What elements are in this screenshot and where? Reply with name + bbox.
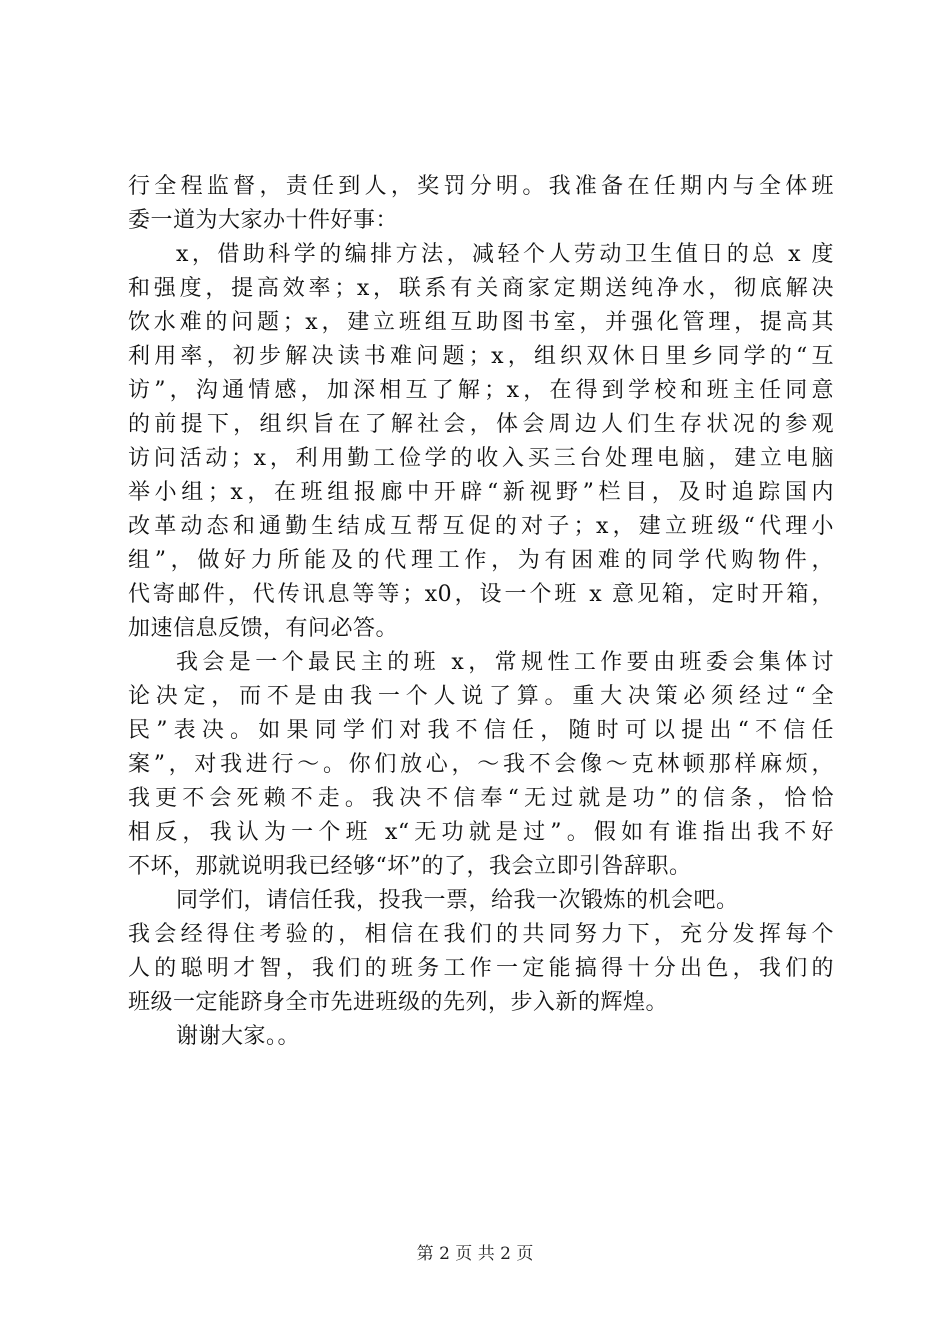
text-line: 访问活动；x，利用勤工俭学的收入买三台处理电脑，建立电脑 <box>128 446 834 471</box>
text-line: 行全程监督，责任到人，奖罚分明。我准备在任期内与全体班 <box>128 174 834 199</box>
text-line: 我会是一个最民主的班 x，常规性工作要由班委会集体讨 <box>176 650 834 675</box>
text-line: 我会经得住考验的，相信在我们的共同努力下，充分发挥每个 <box>128 922 834 947</box>
text-line: 谢谢大家。。 <box>176 1024 301 1049</box>
text-line: 同学们，请信任我，投我一票，给我一次锻炼的机会吧。 <box>176 888 739 913</box>
text-line: 的前提下，组织旨在了解社会，体会周边人们生存状况的参观 <box>128 412 834 437</box>
text-line: 委一道为大家办十件好事： <box>128 208 399 233</box>
text-line: 访”，沟通情感，加深相互了解；x，在得到学校和班主任同意 <box>128 378 835 403</box>
text-line: 我更不会死赖不走。我决不信奉“无过就是功”的信条，恰恰 <box>128 786 834 811</box>
text-line: 饮水难的问题；x，建立班组互助图书室，并强化管理，提高其 <box>128 310 834 335</box>
text-line: x，借助科学的编排方法，减轻个人劳动卫生值日的总 x 度 <box>176 242 834 267</box>
text-line: 相反，我认为一个班 x“无功就是过”。假如有谁指出我不好 <box>128 820 834 845</box>
text-line: 利用率，初步解决读书难问题；x，组织双休日里乡同学的“互 <box>128 344 834 369</box>
body-text <box>128 170 834 1054</box>
text-line: 代寄邮件，代传讯息等等；x0，设一个班 x 意见箱，定时开箱， <box>128 582 834 607</box>
text-line: 论决定，而不是由我一个人说了算。重大决策必须经过“全 <box>128 684 834 709</box>
text-line: 不坏，那就说明我已经够“坏”的了，我会立即引咎辞职。 <box>128 854 692 879</box>
text-line: 举小组；x，在班组报廊中开辟“新视野”栏目，及时追踪国内 <box>128 480 834 505</box>
text-line: 人的聪明才智，我们的班务工作一定能搞得十分出色，我们的 <box>128 956 834 981</box>
page-number: 第 2 页 共 2 页 <box>416 1244 534 1264</box>
text-line: 和强度，提高效率；x，联系有关商家定期送纯净水，彻底解决 <box>128 276 834 301</box>
text-line: 民”表决。如果同学们对我不信任，随时可以提出“不信任 <box>128 718 834 743</box>
text-line: 组”，做好力所能及的代理工作，为有困难的同学代购物件， <box>128 548 834 573</box>
text-line: 案”，对我进行～。你们放心，～我不会像～克林顿那样麻烦， <box>128 752 834 777</box>
text-line: 班级一定能跻身全市先进班级的先列，步入新的辉煌。 <box>128 990 669 1015</box>
text-line: 改革动态和通勤生结成互帮互促的对子；x，建立班级“代理小 <box>128 514 834 539</box>
text-line: 加速信息反馈，有问必答。 <box>128 616 399 641</box>
